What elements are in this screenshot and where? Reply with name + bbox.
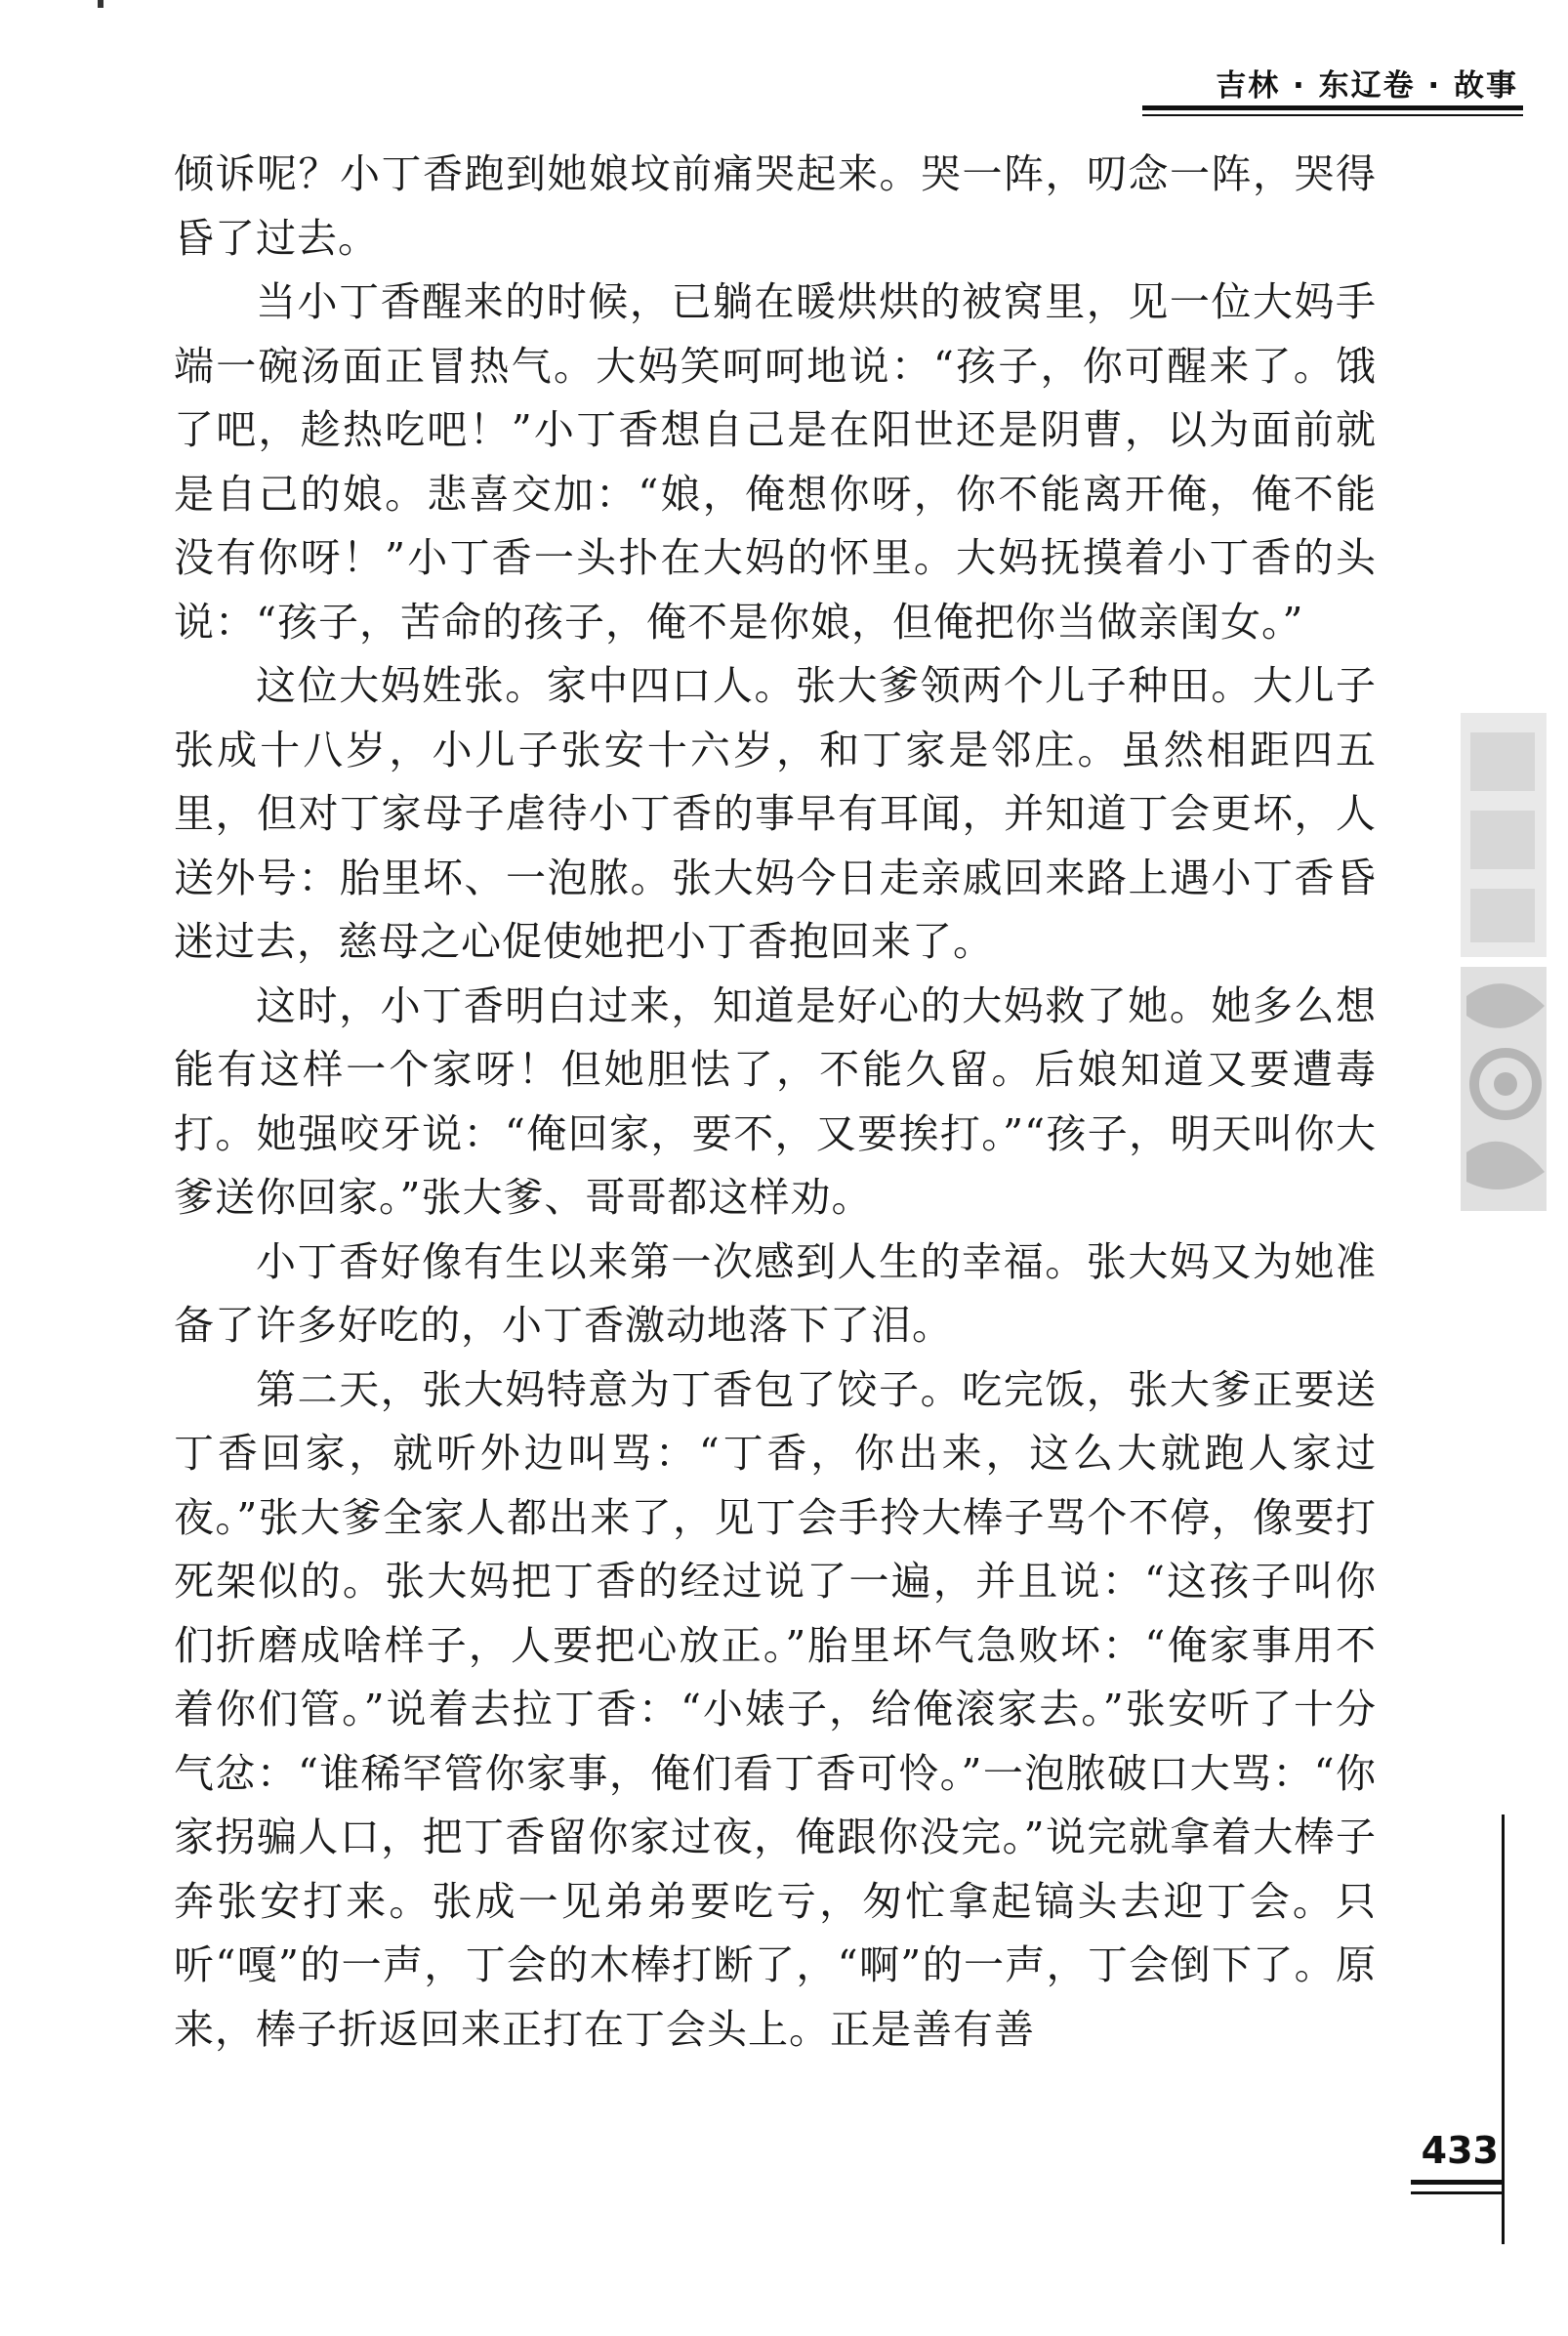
scan-corner-mark [98,0,103,8]
paragraph-3: 这位大妈姓张。家中四口人。张大爹领两个儿子种田。大儿子张成十八岁，小儿子张安十六岁，和丁家是邻庄。虽然相距四五里，但对丁家母子虐待小丁香的事早有耳闻，并知道丁会更坏，人送外号：胎里坏、一泡脓。张大妈今日走亲戚回来路上遇小丁香昏迷过去，慈母之心促使她把小丁香抱回来了。 [174,662,1377,965]
footer-rule [1411,2180,1505,2185]
paragraph-2: 当小丁香醒来的时候，已躺在暖烘烘的被窝里，见一位大妈手端一碗汤面正冒热气。大妈笑呵呵地说：“孩子，你可醒来了。饿了吧，趁热吃吧！”小丁香想自己是在阳世还是阴曹，以为面前就是自己的娘。悲喜交加：“娘，俺想你呀，你不能离开俺，俺不能没有你呀！”小丁香一头扑在大妈的怀里。大妈抚摸着小丁香的头说：“孩子，苦命的孩子，俺不是你娘，但俺把你当做亲闺女。” [174,278,1377,646]
paragraph-6: 第二天，张大妈特意为丁香包了饺子。吃完饭，张大爹正要送丁香回家，就听外边叫骂：“丁香，你出来，这么大就跑人家过夜。”张大爹全家人都出来了，见丁会手拎大棒子骂个不停，像要打死架似的。张大妈把丁香的经过说了一遍，并且说：“这孩子叫你们折磨成啥样子，人要把心放正。”胎里坏气急败坏：“俺家事用不着你们管。”说着去拉丁香：“小婊子，给俺滚家去。”张安听了十分气忿：“谁稀罕管你家事，俺们看丁香可怜。”一泡脓破口大骂：“你家拐骗人口，把丁香留你家过夜，俺跟你没完。”说完就拿着大棒子奔张安打来。张成一见弟弟要吃亏，匆忙拿起镐头去迎丁会。只听“嘎”的一声，丁会的木棒打断了，“啊”的一声，丁会倒下了。原来，棒子折返回来正打在丁会头上。正是善有善 [174,1365,1377,2053]
decorative-side-ornament [1457,713,1554,1221]
running-header: 吉林 · 东辽卷 · 故事 [1216,68,1518,104]
footer-rule-thin [1411,2191,1505,2194]
header-rule [1142,105,1523,110]
paragraph-1: 倾诉呢？小丁香跑到她娘坟前痛哭起来。哭一阵，叨念一阵，哭得昏了过去。 [174,150,1377,262]
paragraph-4: 这时，小丁香明白过来，知道是好心的大妈救了她。她多么想能有这样一个家呀！但她胆怯了，不能久留。后娘知道又要遭毒打。她强咬牙说：“俺回家，要不，又要挨打。”“孩子，明天叫你大爹送你回家。”张大爹、哥哥都这样劝。 [174,981,1377,1221]
header-rule-thin [1142,114,1523,116]
page-number: 433 [1421,2129,1499,2172]
paragraph-5: 小丁香好像有生以来第一次感到人生的幸福。张大妈又为她准备了许多好吃的，小丁香激动地落下了泪。 [174,1237,1377,1349]
body-text [174,143,1377,2062]
